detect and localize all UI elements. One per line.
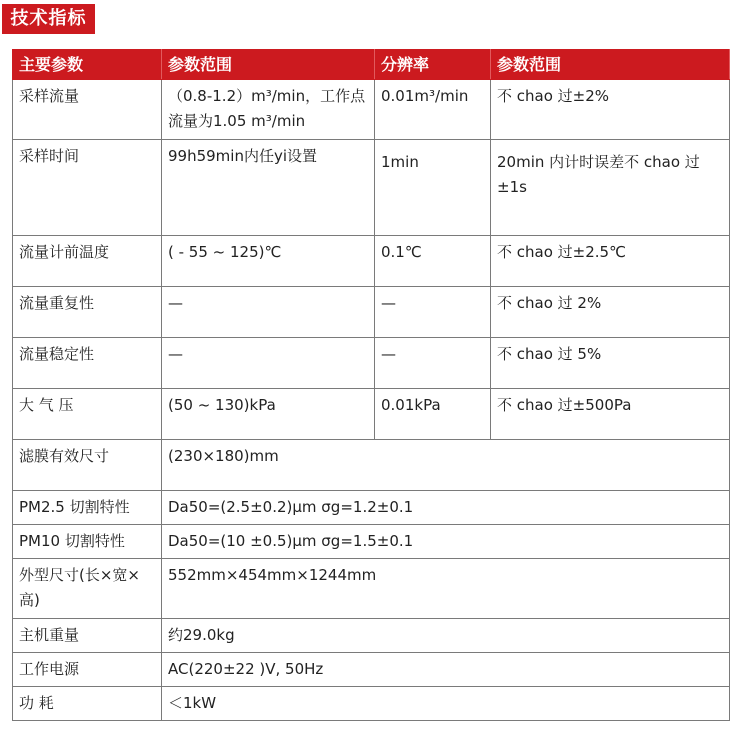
cell-param: 滤膜有效尺寸 — [13, 440, 162, 491]
header-range: 参数范围 — [162, 50, 375, 80]
cell-range: （0.8-1.2）m³/min，工作点流量为1.05 m³/min — [162, 80, 375, 140]
cell-param: 采样时间 — [13, 140, 162, 236]
cell-param: 流量稳定性 — [13, 338, 162, 389]
section-title-tag: 技术指标 — [2, 4, 95, 34]
header-param: 主要参数 — [13, 50, 162, 80]
table-row — [13, 389, 730, 440]
cell-error: 20min 内计时误差不 chao 过±1s — [491, 140, 730, 236]
cell-value: ＜1kW — [162, 687, 730, 721]
table-row — [13, 140, 730, 236]
cell-error: 不 chao 过±2% — [491, 80, 730, 140]
header-range-2: 参数范围 — [491, 50, 730, 80]
table-row — [13, 287, 730, 338]
table-row — [13, 687, 730, 721]
cell-error: 不 chao 过±500Pa — [491, 389, 730, 440]
table-row — [13, 440, 730, 491]
table-row — [13, 525, 730, 559]
cell-param: PM10 切割特性 — [13, 525, 162, 559]
cell-param: PM2.5 切割特性 — [13, 491, 162, 525]
table-row — [13, 491, 730, 525]
cell-range: ( - 55 ~ 125)℃ — [162, 236, 375, 287]
table-row — [13, 559, 730, 619]
cell-value: Da50=(2.5±0.2)μm σg=1.2±0.1 — [162, 491, 730, 525]
cell-param: 大 气 压 — [13, 389, 162, 440]
table-row — [13, 338, 730, 389]
cell-param: 功 耗 — [13, 687, 162, 721]
cell-error: 不 chao 过 5% — [491, 338, 730, 389]
spec-table — [12, 49, 730, 721]
cell-resolution: — — [375, 338, 491, 389]
cell-value: Da50=(10 ±0.5)μm σg=1.5±0.1 — [162, 525, 730, 559]
table-row — [13, 653, 730, 687]
cell-range: 99h59min内任yi设置 — [162, 140, 375, 236]
cell-range: (50 ~ 130)kPa — [162, 389, 375, 440]
table-header-row — [13, 50, 730, 80]
cell-error: 不 chao 过±2.5℃ — [491, 236, 730, 287]
cell-range: — — [162, 287, 375, 338]
cell-error: 不 chao 过 2% — [491, 287, 730, 338]
cell-value: 约29.0kg — [162, 619, 730, 653]
table-row — [13, 619, 730, 653]
cell-range: — — [162, 338, 375, 389]
cell-resolution: 0.01m³/min — [375, 80, 491, 140]
cell-resolution: 1min — [375, 140, 491, 236]
cell-resolution: — — [375, 287, 491, 338]
cell-resolution: 0.01kPa — [375, 389, 491, 440]
cell-param: 流量计前温度 — [13, 236, 162, 287]
cell-param: 采样流量 — [13, 80, 162, 140]
cell-param: 主机重量 — [13, 619, 162, 653]
cell-param: 外型尺寸(长×宽×高) — [13, 559, 162, 619]
cell-value: AC(220±22 )V, 50Hz — [162, 653, 730, 687]
cell-resolution: 0.1℃ — [375, 236, 491, 287]
table-row — [13, 236, 730, 287]
table-row — [13, 80, 730, 140]
cell-param: 工作电源 — [13, 653, 162, 687]
cell-value: (230×180)mm — [162, 440, 730, 491]
header-resolution: 分辨率 — [375, 50, 491, 80]
cell-param: 流量重复性 — [13, 287, 162, 338]
cell-value: 552mm×454mm×1244mm — [162, 559, 730, 619]
